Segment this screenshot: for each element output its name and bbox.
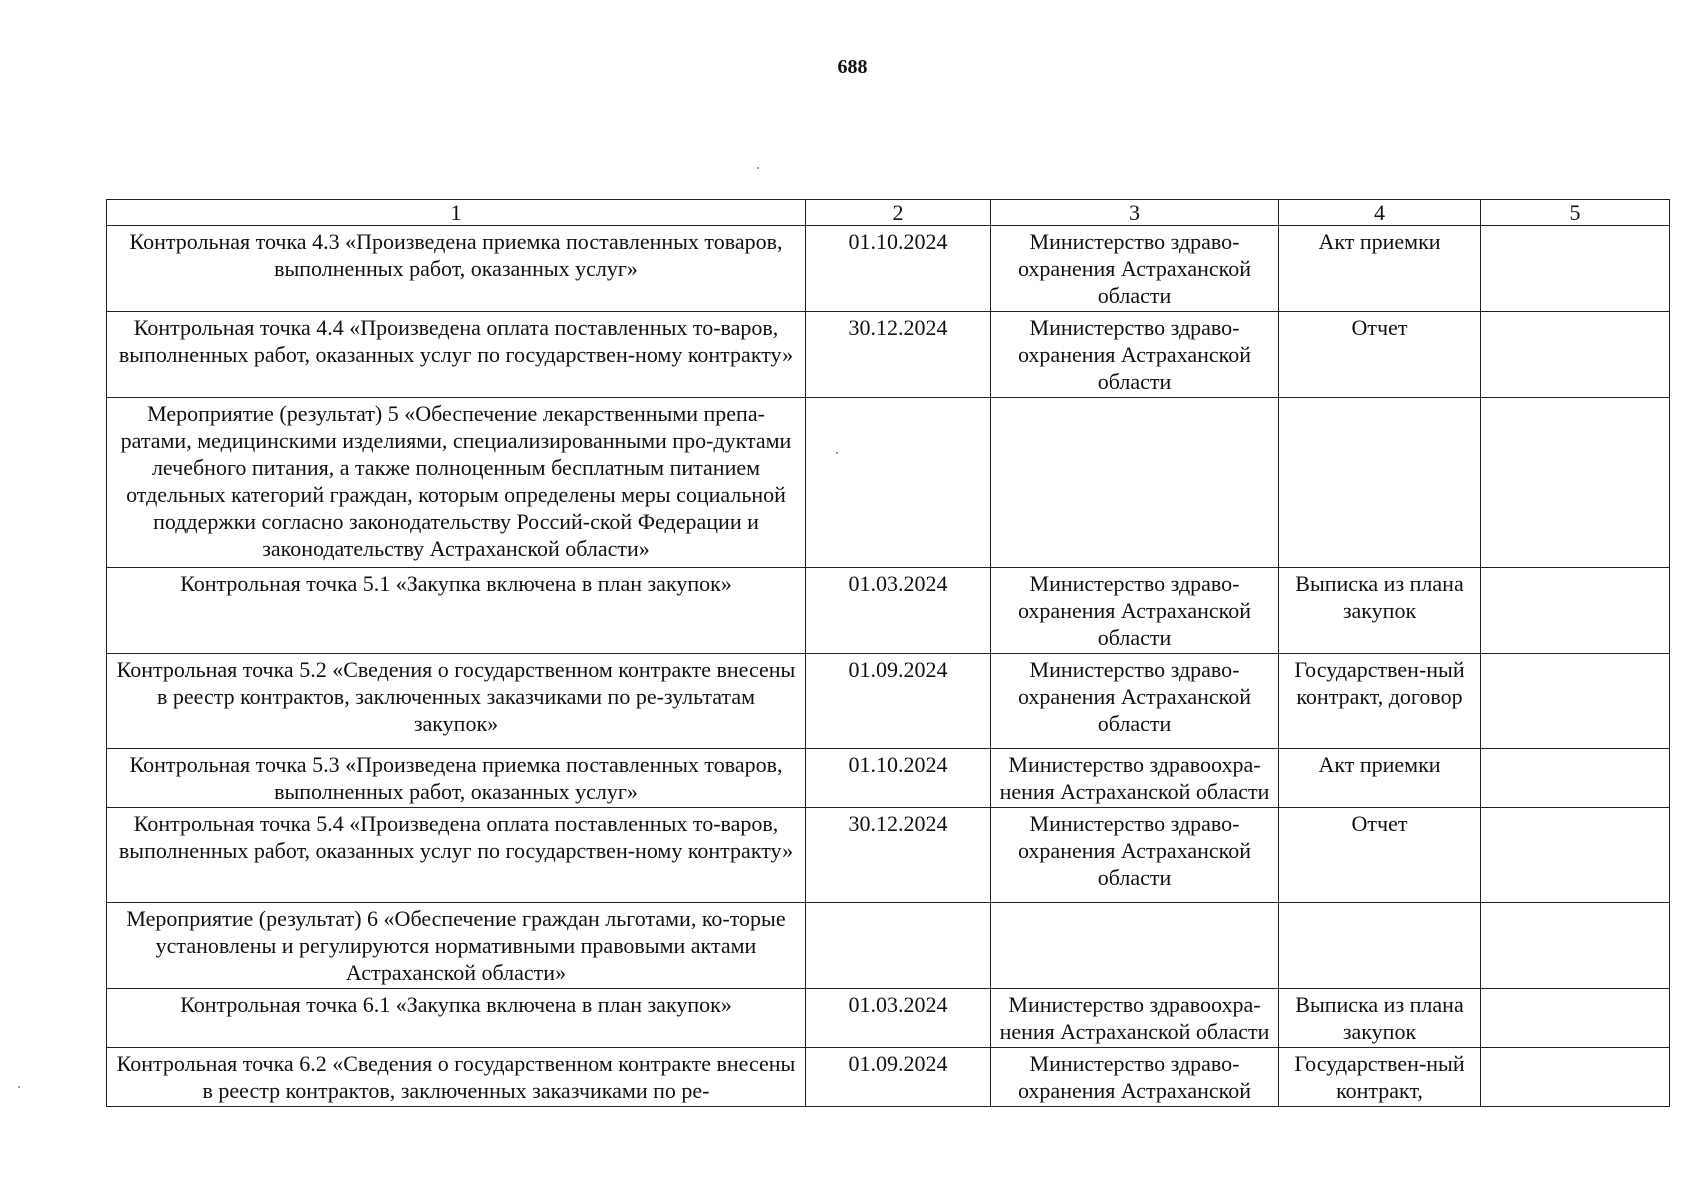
row-responsible-cell: Министерство здраво-охранения Астраханской области <box>991 654 1279 749</box>
table-row <box>107 226 1670 312</box>
row-responsible-cell: Министерство здраво-охранения Астраханской области <box>991 808 1279 903</box>
row-name-cell: Контрольная точка 5.1 «Закупка включена в план закупок» <box>107 568 806 654</box>
table-row <box>107 568 1670 654</box>
row-responsible-cell: Министерство здравоохра-нения Астраханской области <box>991 989 1279 1048</box>
column-header: 2 <box>806 200 991 226</box>
row-name-cell: Контрольная точка 6.2 «Сведения о государственном контракте внесены в реестр контрактов, заключенных заказчиками по ре- <box>107 1048 806 1107</box>
row-responsible-cell <box>991 903 1279 989</box>
control-points-table <box>106 199 1670 1107</box>
column-header: 3 <box>991 200 1279 226</box>
row-note-cell <box>1481 654 1670 749</box>
row-date-cell: 01.10.2024 <box>806 226 991 312</box>
row-date-cell: 01.09.2024 <box>806 654 991 749</box>
scan-speck <box>836 452 838 454</box>
row-document-cell: Государствен-ный контракт, <box>1279 1048 1481 1107</box>
column-header: 5 <box>1481 200 1670 226</box>
row-note-cell <box>1481 808 1670 903</box>
row-note-cell <box>1481 226 1670 312</box>
row-name-cell: Контрольная точка 4.3 «Произведена приемка поставленных товаров, выполненных работ, оказанных услуг» <box>107 226 806 312</box>
row-responsible-cell: Министерство здраво-охранения Астраханской области <box>991 226 1279 312</box>
row-date-cell: 01.09.2024 <box>806 1048 991 1107</box>
row-document-cell: Государствен-ный контракт, договор <box>1279 654 1481 749</box>
row-date-cell: 01.03.2024 <box>806 989 991 1048</box>
column-header: 1 <box>107 200 806 226</box>
row-responsible-cell: Министерство здраво-охранения Астраханской области <box>991 568 1279 654</box>
table-row <box>107 398 1670 568</box>
row-document-cell <box>1279 903 1481 989</box>
page-number: 688 <box>837 56 868 78</box>
row-document-cell: Акт приемки <box>1279 226 1481 312</box>
row-name-cell: Контрольная точка 6.1 «Закупка включена в план закупок» <box>107 989 806 1048</box>
row-name-cell: Контрольная точка 5.4 «Произведена оплата поставленных то-варов, выполненных работ, оказанных услуг по государствен-ному контракту» <box>107 808 806 903</box>
row-name-cell: Мероприятие (результат) 5 «Обеспечение лекарственными препа-ратами, медицинскими изделиями, специализированными про-дуктами лечебного питания, а также полноценным бесплатным питанием отдельных категорий граждан, которым определены меры социальной поддержки согласно законодательству Россий-ской Федерации и законодательству Астраханской области» <box>107 398 806 568</box>
table-header-row <box>107 200 1670 226</box>
row-note-cell <box>1481 749 1670 808</box>
row-date-cell: 01.10.2024 <box>806 749 991 808</box>
row-document-cell: Выписка из плана закупок <box>1279 989 1481 1048</box>
table-row <box>107 312 1670 398</box>
row-note-cell <box>1481 1048 1670 1107</box>
row-name-cell: Контрольная точка 4.4 «Произведена оплата поставленных то-варов, выполненных работ, оказанных услуг по государствен-ному контракту» <box>107 312 806 398</box>
row-document-cell: Отчет <box>1279 808 1481 903</box>
row-date-cell: 30.12.2024 <box>806 808 991 903</box>
row-responsible-cell: Министерство здраво-охранения Астраханской области <box>991 312 1279 398</box>
scan-speck <box>18 1086 20 1088</box>
row-name-cell: Мероприятие (результат) 6 «Обеспечение граждан льготами, ко-торые установлены и регулируются нормативными правовыми актами Астраханской области» <box>107 903 806 989</box>
table-row <box>107 749 1670 808</box>
row-document-cell <box>1279 398 1481 568</box>
column-header: 4 <box>1279 200 1481 226</box>
row-document-cell: Выписка из плана закупок <box>1279 568 1481 654</box>
table-row <box>107 654 1670 749</box>
row-date-cell <box>806 903 991 989</box>
row-responsible-cell <box>991 398 1279 568</box>
row-note-cell <box>1481 398 1670 568</box>
table-row <box>107 1048 1670 1107</box>
row-note-cell <box>1481 989 1670 1048</box>
table-row <box>107 808 1670 903</box>
table-row <box>107 989 1670 1048</box>
scan-speck <box>757 167 759 169</box>
row-note-cell <box>1481 903 1670 989</box>
row-date-cell: 30.12.2024 <box>806 312 991 398</box>
row-note-cell <box>1481 312 1670 398</box>
row-responsible-cell: Министерство здраво-охранения Астраханской <box>991 1048 1279 1107</box>
row-name-cell: Контрольная точка 5.3 «Произведена приемка поставленных товаров, выполненных работ, оказанных услуг» <box>107 749 806 808</box>
table-row <box>107 903 1670 989</box>
row-name-cell: Контрольная точка 5.2 «Сведения о государственном контракте внесены в реестр контрактов, заключенных заказчиками по ре-зультатам закупок» <box>107 654 806 749</box>
row-date-cell <box>806 398 991 568</box>
row-document-cell: Акт приемки <box>1279 749 1481 808</box>
row-note-cell <box>1481 568 1670 654</box>
row-responsible-cell: Министерство здравоохра-нения Астраханской области <box>991 749 1279 808</box>
row-date-cell: 01.03.2024 <box>806 568 991 654</box>
row-document-cell: Отчет <box>1279 312 1481 398</box>
